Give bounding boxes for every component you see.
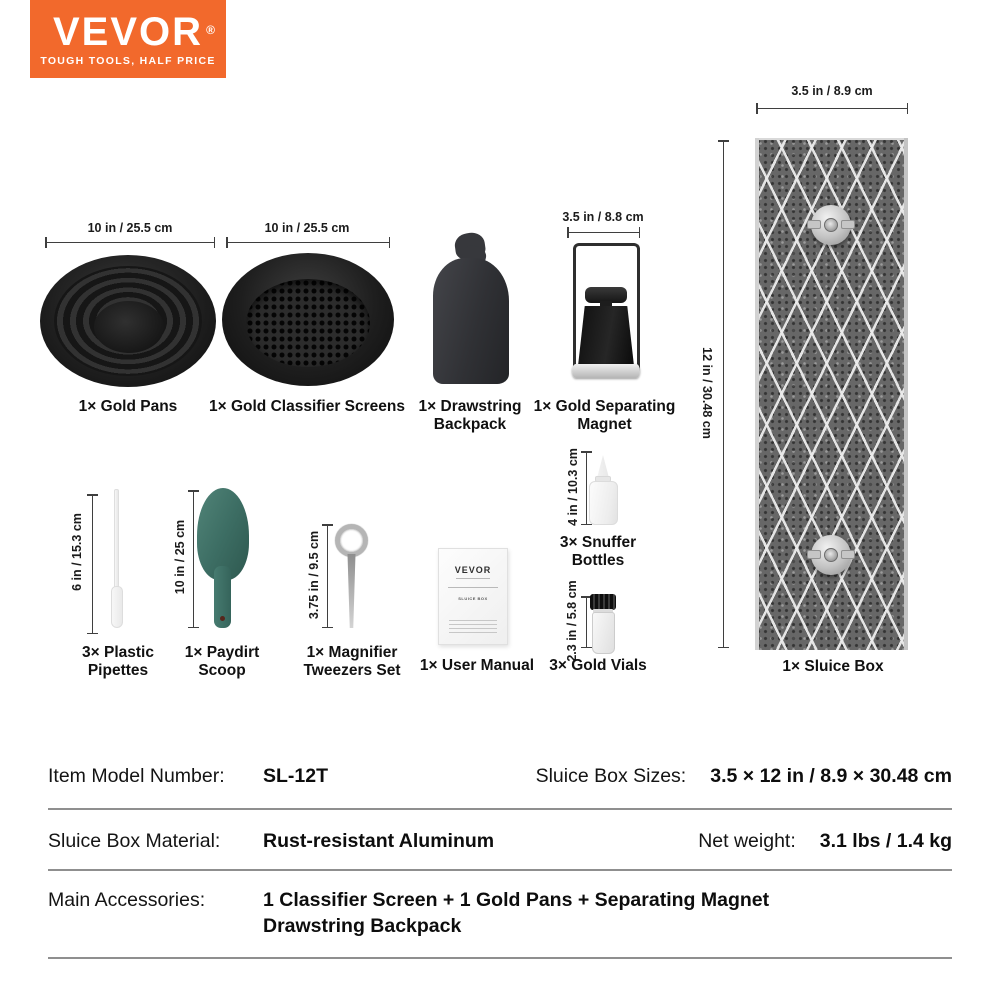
- tweezers-dimension-label: 3.75 in / 9.5 cm: [307, 530, 321, 620]
- tweezers-label: 1× Magnifier Tweezers Set: [303, 644, 401, 679]
- spec-divider-2: [48, 869, 952, 871]
- spec-model-value: SL-12T: [263, 765, 329, 787]
- snuffer-body: [589, 481, 618, 525]
- pipette-dimension-line: [92, 494, 93, 634]
- vial-dimension-label: 2.3 in / 5.8 cm: [565, 580, 579, 662]
- spec-sizes-group: [536, 765, 952, 788]
- spec-model-label: Item Model Number:: [48, 765, 225, 787]
- scoop-dimension-label: 10 in / 25 cm: [173, 519, 187, 595]
- tweezers-shaft: [339, 554, 364, 628]
- manual-fine-print: [449, 620, 497, 634]
- wingnut-wing-left: [807, 220, 821, 229]
- wingnut-core: [824, 218, 838, 232]
- sluice-width-dimension-line: [756, 108, 908, 109]
- sluice-wingnut-bottom: [811, 535, 851, 575]
- spec-sizes-value: 3.5 × 12 in / 8.9 × 30.48 cm: [710, 765, 952, 787]
- manual-image: [438, 548, 508, 645]
- vials-label: 3× Gold Vials: [549, 657, 647, 674]
- brand-logo: [30, 0, 226, 78]
- spec-material-value: Rust-resistant Aluminum: [263, 830, 495, 852]
- manual-tagline-line: [456, 578, 490, 579]
- pipettes-label: 3× Plastic Pipettes: [82, 644, 154, 679]
- sluice-width-dimension-label: 3.5 in / 8.9 cm: [791, 84, 873, 98]
- manual-brand-text: VEVOR: [454, 565, 492, 575]
- snuffer-label: 3× Snuffer Bottles: [559, 534, 637, 569]
- wingnut-wing-right: [841, 220, 855, 229]
- magnet-label: 1× Gold Separating Magnet: [533, 398, 676, 433]
- vial-body: [592, 612, 615, 654]
- scoop-label: 1× Paydirt Scoop: [184, 644, 260, 679]
- scoop-handle: [214, 566, 231, 628]
- magnet-dimension-line: [567, 232, 640, 233]
- sluice-wingnut-top: [811, 205, 851, 245]
- manual-label: 1× User Manual: [419, 657, 535, 674]
- pipette-bulb: [111, 586, 123, 628]
- classifier-label: 1× Gold Classifier Screens: [209, 398, 405, 415]
- gold-pan-image: [40, 255, 216, 387]
- brand-wordmark: VEVOR ®: [52, 9, 218, 54]
- sluice-height-dimension-label: 12 in / 30.48 cm: [700, 347, 714, 439]
- classifier-image: [222, 253, 394, 386]
- backpack-image: [433, 258, 509, 384]
- classifier-dimension-label: 10 in / 25.5 cm: [264, 221, 350, 235]
- gold-pan-center: [94, 301, 164, 353]
- magnet-base: [572, 364, 640, 378]
- spec-weight-label: Net weight:: [698, 830, 796, 852]
- spec-weight-value: 3.1 lbs / 1.4 kg: [819, 830, 952, 852]
- spec-divider-1: [48, 808, 952, 810]
- wingnut-wing-right: [841, 550, 855, 559]
- classifier-dimension-line: [226, 242, 390, 243]
- backpack-label: 1× Drawstring Backpack: [418, 398, 522, 433]
- vial-dimension-line: [586, 596, 587, 648]
- vial-cap: [590, 594, 616, 610]
- manual-title-text: SLUICE BOX: [458, 596, 488, 601]
- scoop-dimension-line: [193, 490, 194, 628]
- wingnut-wing-left: [807, 550, 821, 559]
- spec-accessories-value-line2: Drawstring Backpack: [263, 915, 462, 937]
- pipette-dimension-label: 6 in / 15.3 cm: [70, 513, 84, 591]
- snuffer-dimension-label: 4 in / 10.3 cm: [566, 448, 580, 526]
- gold-pan-label: 1× Gold Pans: [78, 398, 178, 415]
- spec-accessories-value-line1: 1 Classifier Screen + 1 Gold Pans + Separating Magnet: [263, 889, 770, 911]
- spec-divider-3: [48, 957, 952, 959]
- scoop-hole: [220, 616, 225, 621]
- magnet-body: [578, 306, 634, 366]
- sluice-height-dimension-line: [723, 140, 724, 648]
- gold-pan-dimension-line: [45, 242, 215, 243]
- brand-tagline: TOUGH TOOLS, HALF PRICE: [40, 54, 216, 67]
- snuffer-nozzle: [593, 455, 613, 478]
- spec-accessories-label: Main Accessories:: [48, 889, 206, 911]
- spec-material-label: Sluice Box Material:: [48, 830, 221, 852]
- sluice-box-image: [755, 138, 908, 650]
- pipette-stem: [114, 489, 119, 591]
- sluice-label: 1× Sluice Box: [782, 658, 884, 675]
- spec-weight-group: [698, 830, 952, 853]
- magnet-dimension-label: 3.5 in / 8.8 cm: [562, 210, 644, 224]
- tweezers-dimension-line: [327, 524, 328, 628]
- manual-text-line: [448, 587, 498, 588]
- spec-sizes-label: Sluice Box Sizes:: [535, 765, 687, 787]
- wingnut-core: [824, 548, 838, 562]
- registered-mark: ®: [206, 22, 218, 37]
- tweezers-ring: [335, 524, 368, 557]
- classifier-mesh: [246, 279, 370, 367]
- gold-pan-dimension-label: 10 in / 25.5 cm: [87, 221, 173, 235]
- snuffer-dimension-line: [586, 451, 587, 525]
